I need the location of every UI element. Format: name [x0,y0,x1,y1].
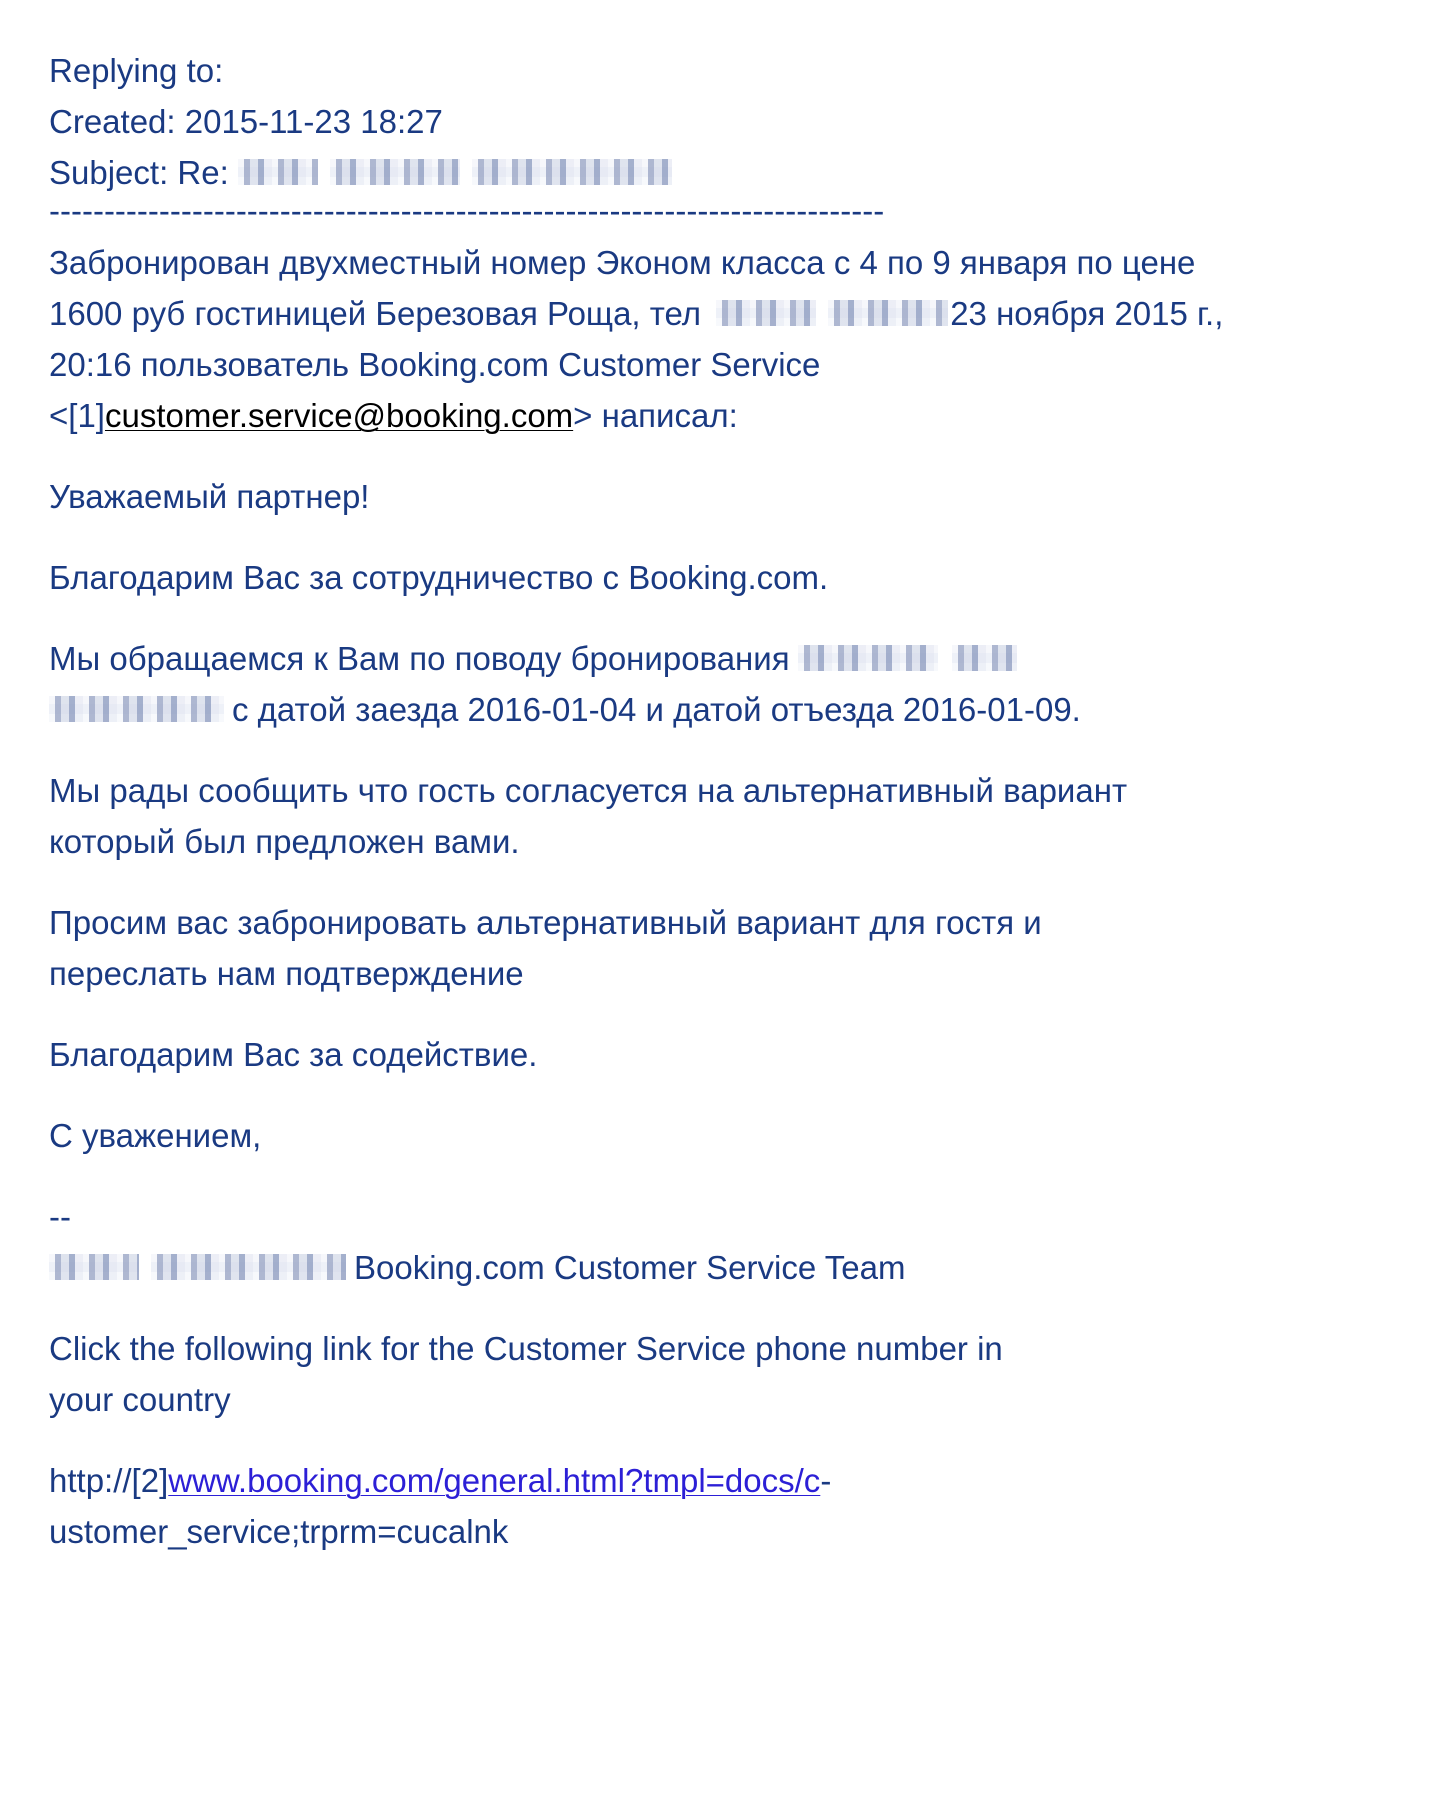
url-prefix: http://[2] [49,1462,169,1499]
signature-dashes: -- [49,1198,71,1235]
created-date: Created: 2015-11-23 18:27 [49,103,443,140]
booking-line-1 [49,633,1349,684]
quote-intro-text: 1600 руб гостиницей Березовая Роща, тел [49,295,711,332]
url-suffix: - [820,1462,832,1499]
separator: ---------------------------------------------------------------------------- [49,192,885,229]
signature-block [49,1191,1349,1293]
redacted-text [952,645,1017,671]
redacted-phone [828,300,948,326]
redacted-booking-id [798,645,938,671]
subject-line [49,147,1349,198]
quote-intro-date: 23 ноября 2015 г., [950,295,1224,332]
thanks-assistance: Благодарим Вас за содействие. [49,1036,538,1073]
email-body [49,45,1349,1557]
redacted-text [49,696,224,722]
url-line-2: ustomer_service;trprm=cucalnk [49,1513,509,1550]
request-line-2: переслать нам подтверждение [49,955,524,992]
cs-line-1: Click the following link for the Customer Service phone number in [49,1330,1003,1367]
request-line-1: Просим вас забронировать альтернативный вариант для гостя и [49,904,1042,941]
wrote-text: > написал: [573,397,738,434]
booking-paragraph [49,633,1349,735]
signature-team [49,1242,1349,1293]
subject-prefix: Subject: Re: [49,154,238,191]
quote-intro-line-4 [49,390,1349,441]
redacted-text [472,159,672,185]
quote-intro-line-1: Забронирован двухместный номер Эконом класса с 4 по 9 января по цене [49,244,1196,281]
quote-intro-line-2 [49,288,1349,339]
regards: С уважением, [49,1117,262,1154]
booking-text: Мы обращаемся к Вам по поводу бронирования [49,640,790,677]
redacted-phone [716,300,816,326]
redacted-text [238,159,318,185]
team-name: Booking.com Customer Service Team [354,1249,906,1286]
redacted-text [330,159,460,185]
booking-dates: с датой заезда 2016-01-04 и датой отъезда 2016-01-09. [232,691,1081,728]
email-link[interactable]: customer.service@booking.com [104,397,574,434]
customer-service-link[interactable]: www.booking.com/general.html?tmpl=docs/c [168,1462,821,1499]
replying-to: Replying to: [49,52,224,89]
request-paragraph [49,897,1349,999]
alternative-line-2: который был предложен вами. [49,823,520,860]
redacted-name [49,1254,139,1280]
thanks-paragraph: Благодарим Вас за сотрудничество с Booking.com. [49,559,829,596]
quote-intro-line-3: 20:16 пользователь Booking.com Customer Service [49,346,821,383]
cs-line-2: your country [49,1381,231,1418]
alternative-line-1: Мы рады сообщить что гость согласуется на альтернативный вариант [49,772,1128,809]
url-paragraph [49,1455,1349,1557]
alternative-paragraph [49,765,1349,867]
greeting: Уважаемый партнер! [49,478,370,515]
redacted-name [151,1254,346,1280]
url-line-1 [49,1455,1349,1506]
booking-line-2 [49,684,1349,735]
ref-marker: <[1] [49,397,105,434]
customer-service-paragraph [49,1323,1349,1425]
